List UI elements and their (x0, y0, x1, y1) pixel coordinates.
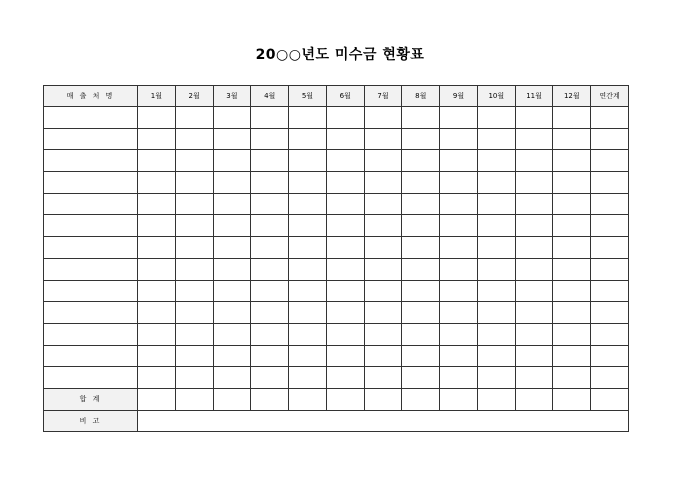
amount-cell[interactable] (213, 280, 251, 302)
amount-cell[interactable] (175, 345, 213, 367)
amount-cell[interactable] (138, 280, 176, 302)
table-row (44, 367, 629, 389)
column-header-month: 9월 (440, 86, 478, 107)
table-row (44, 150, 629, 172)
amount-cell[interactable] (515, 215, 553, 237)
customer-name-cell[interactable] (44, 215, 138, 237)
amount-cell[interactable] (175, 107, 213, 129)
customer-name-cell[interactable] (44, 237, 138, 259)
document-title: 20○○년도 미수금 현황표 (255, 47, 425, 63)
table-row (44, 258, 629, 280)
amount-cell[interactable] (515, 367, 553, 389)
total-amount-cell[interactable] (289, 388, 327, 410)
amount-cell[interactable] (591, 193, 629, 215)
amount-cell[interactable] (477, 280, 515, 302)
amount-cell[interactable] (402, 237, 440, 259)
amount-cell[interactable] (251, 237, 289, 259)
amount-cell[interactable] (477, 302, 515, 324)
amount-cell[interactable] (289, 367, 327, 389)
customer-name-cell[interactable] (44, 345, 138, 367)
total-amount-cell[interactable] (440, 388, 478, 410)
amount-cell[interactable] (477, 128, 515, 150)
amount-cell[interactable] (289, 237, 327, 259)
amount-cell[interactable] (477, 172, 515, 194)
amount-cell[interactable] (213, 193, 251, 215)
amount-cell[interactable] (175, 323, 213, 345)
amount-cell[interactable] (251, 323, 289, 345)
amount-cell[interactable] (364, 193, 402, 215)
receivables-table (43, 85, 629, 432)
amount-cell[interactable] (138, 237, 176, 259)
amount-cell[interactable] (591, 280, 629, 302)
amount-cell[interactable] (591, 367, 629, 389)
remarks-row (44, 410, 629, 432)
column-header-month: 6월 (326, 86, 364, 107)
column-header-month: 12월 (553, 86, 591, 107)
amount-cell[interactable] (515, 323, 553, 345)
amount-cell[interactable] (591, 345, 629, 367)
amount-cell[interactable] (213, 345, 251, 367)
amount-cell[interactable] (289, 172, 327, 194)
amount-cell[interactable] (515, 128, 553, 150)
amount-cell[interactable] (591, 150, 629, 172)
amount-cell[interactable] (477, 237, 515, 259)
amount-cell[interactable] (326, 323, 364, 345)
amount-cell[interactable] (477, 258, 515, 280)
amount-cell[interactable] (553, 128, 591, 150)
customer-name-cell[interactable] (44, 172, 138, 194)
amount-cell[interactable] (364, 150, 402, 172)
column-header-month: 11월 (515, 86, 553, 107)
amount-cell[interactable] (440, 345, 478, 367)
amount-cell[interactable] (515, 302, 553, 324)
amount-cell[interactable] (553, 107, 591, 129)
amount-cell[interactable] (591, 128, 629, 150)
customer-name-cell[interactable] (44, 150, 138, 172)
amount-cell[interactable] (440, 302, 478, 324)
amount-cell[interactable] (440, 215, 478, 237)
amount-cell[interactable] (175, 367, 213, 389)
amount-cell[interactable] (213, 107, 251, 129)
amount-cell[interactable] (213, 367, 251, 389)
amount-cell[interactable] (251, 193, 289, 215)
amount-cell[interactable] (553, 345, 591, 367)
amount-cell[interactable] (251, 280, 289, 302)
amount-cell[interactable] (251, 172, 289, 194)
amount-cell[interactable] (364, 323, 402, 345)
amount-cell[interactable] (213, 237, 251, 259)
amount-cell[interactable] (289, 323, 327, 345)
amount-cell[interactable] (402, 215, 440, 237)
amount-cell[interactable] (213, 323, 251, 345)
column-header-month: 10월 (477, 86, 515, 107)
amount-cell[interactable] (402, 302, 440, 324)
amount-cell[interactable] (477, 345, 515, 367)
amount-cell[interactable] (289, 280, 327, 302)
amount-cell[interactable] (138, 367, 176, 389)
amount-cell[interactable] (326, 150, 364, 172)
column-header-month: 3월 (213, 86, 251, 107)
amount-cell[interactable] (515, 345, 553, 367)
amount-cell[interactable] (251, 215, 289, 237)
amount-cell[interactable] (402, 258, 440, 280)
amount-cell[interactable] (402, 367, 440, 389)
amount-cell[interactable] (364, 367, 402, 389)
amount-cell[interactable] (138, 345, 176, 367)
amount-cell[interactable] (515, 193, 553, 215)
table-body (44, 107, 629, 432)
amount-cell[interactable] (289, 215, 327, 237)
total-label: 합 계 (44, 388, 138, 410)
amount-cell[interactable] (515, 280, 553, 302)
amount-cell[interactable] (364, 172, 402, 194)
amount-cell[interactable] (289, 302, 327, 324)
customer-name-cell[interactable] (44, 258, 138, 280)
column-header-customer: 매 출 처 명 (44, 86, 138, 107)
amount-cell[interactable] (477, 215, 515, 237)
amount-cell[interactable] (553, 215, 591, 237)
amount-cell[interactable] (326, 215, 364, 237)
amount-cell[interactable] (138, 215, 176, 237)
amount-cell[interactable] (138, 150, 176, 172)
amount-cell[interactable] (138, 172, 176, 194)
total-amount-cell[interactable] (213, 388, 251, 410)
amount-cell[interactable] (289, 258, 327, 280)
total-amount-cell[interactable] (402, 388, 440, 410)
amount-cell[interactable] (402, 172, 440, 194)
amount-cell[interactable] (213, 172, 251, 194)
amount-cell[interactable] (402, 345, 440, 367)
total-amount-cell[interactable] (553, 388, 591, 410)
amount-cell[interactable] (175, 128, 213, 150)
amount-cell[interactable] (364, 215, 402, 237)
amount-cell[interactable] (326, 280, 364, 302)
amount-cell[interactable] (591, 258, 629, 280)
amount-cell[interactable] (251, 107, 289, 129)
amount-cell[interactable] (402, 150, 440, 172)
amount-cell[interactable] (213, 128, 251, 150)
column-header-month: 5월 (289, 86, 327, 107)
customer-name-cell[interactable] (44, 193, 138, 215)
amount-cell[interactable] (138, 302, 176, 324)
total-amount-cell[interactable] (364, 388, 402, 410)
amount-cell[interactable] (553, 280, 591, 302)
amount-cell[interactable] (364, 280, 402, 302)
total-amount-cell[interactable] (477, 388, 515, 410)
amount-cell[interactable] (591, 107, 629, 129)
total-amount-cell[interactable] (591, 388, 629, 410)
amount-cell[interactable] (553, 323, 591, 345)
amount-cell[interactable] (440, 323, 478, 345)
amount-cell[interactable] (326, 367, 364, 389)
table-row (44, 107, 629, 129)
table-row (44, 280, 629, 302)
amount-cell[interactable] (213, 302, 251, 324)
amount-cell[interactable] (515, 237, 553, 259)
amount-cell[interactable] (251, 367, 289, 389)
amount-cell[interactable] (591, 302, 629, 324)
amount-cell[interactable] (326, 302, 364, 324)
amount-cell[interactable] (213, 258, 251, 280)
amount-cell[interactable] (364, 258, 402, 280)
amount-cell[interactable] (175, 193, 213, 215)
amount-cell[interactable] (402, 128, 440, 150)
column-header-month: 7월 (364, 86, 402, 107)
amount-cell[interactable] (440, 237, 478, 259)
amount-cell[interactable] (515, 258, 553, 280)
amount-cell[interactable] (477, 107, 515, 129)
amount-cell[interactable] (138, 193, 176, 215)
amount-cell[interactable] (553, 150, 591, 172)
customer-name-cell[interactable] (44, 323, 138, 345)
total-amount-cell[interactable] (326, 388, 364, 410)
amount-cell[interactable] (289, 107, 327, 129)
total-amount-cell[interactable] (251, 388, 289, 410)
amount-cell[interactable] (364, 237, 402, 259)
amount-cell[interactable] (364, 128, 402, 150)
table-row (44, 193, 629, 215)
table-row (44, 237, 629, 259)
amount-cell[interactable] (213, 215, 251, 237)
amount-cell[interactable] (515, 150, 553, 172)
amount-cell[interactable] (326, 193, 364, 215)
total-row (44, 388, 629, 410)
amount-cell[interactable] (440, 107, 478, 129)
amount-cell[interactable] (251, 150, 289, 172)
amount-cell[interactable] (553, 193, 591, 215)
amount-cell[interactable] (364, 302, 402, 324)
amount-cell[interactable] (515, 107, 553, 129)
total-amount-cell[interactable] (138, 388, 176, 410)
amount-cell[interactable] (440, 150, 478, 172)
amount-cell[interactable] (326, 128, 364, 150)
table-row (44, 172, 629, 194)
amount-cell[interactable] (402, 323, 440, 345)
amount-cell[interactable] (138, 107, 176, 129)
amount-cell[interactable] (440, 367, 478, 389)
column-header-month: 4월 (251, 86, 289, 107)
table-row (44, 323, 629, 345)
amount-cell[interactable] (326, 345, 364, 367)
amount-cell[interactable] (402, 107, 440, 129)
amount-cell[interactable] (175, 280, 213, 302)
amount-cell[interactable] (515, 172, 553, 194)
amount-cell[interactable] (440, 280, 478, 302)
amount-cell[interactable] (591, 323, 629, 345)
amount-cell[interactable] (289, 150, 327, 172)
amount-cell[interactable] (553, 258, 591, 280)
table-row (44, 345, 629, 367)
amount-cell[interactable] (251, 345, 289, 367)
amount-cell[interactable] (364, 345, 402, 367)
table-row (44, 215, 629, 237)
amount-cell[interactable] (440, 258, 478, 280)
amount-cell[interactable] (175, 302, 213, 324)
amount-cell[interactable] (553, 367, 591, 389)
amount-cell[interactable] (440, 172, 478, 194)
customer-name-cell[interactable] (44, 302, 138, 324)
amount-cell[interactable] (175, 215, 213, 237)
amount-cell[interactable] (591, 172, 629, 194)
amount-cell[interactable] (553, 172, 591, 194)
amount-cell[interactable] (289, 345, 327, 367)
amount-cell[interactable] (591, 215, 629, 237)
amount-cell[interactable] (138, 128, 176, 150)
amount-cell[interactable] (326, 258, 364, 280)
header-row (44, 86, 629, 107)
amount-cell[interactable] (289, 193, 327, 215)
amount-cell[interactable] (175, 258, 213, 280)
amount-cell[interactable] (175, 150, 213, 172)
amount-cell[interactable] (175, 237, 213, 259)
amount-cell[interactable] (553, 302, 591, 324)
amount-cell[interactable] (402, 280, 440, 302)
amount-cell[interactable] (402, 193, 440, 215)
amount-cell[interactable] (251, 258, 289, 280)
amount-cell[interactable] (591, 237, 629, 259)
column-header-annual-total: 연간계 (591, 86, 629, 107)
amount-cell[interactable] (251, 128, 289, 150)
customer-name-cell[interactable] (44, 128, 138, 150)
amount-cell[interactable] (477, 367, 515, 389)
amount-cell[interactable] (138, 323, 176, 345)
amount-cell[interactable] (553, 237, 591, 259)
total-amount-cell[interactable] (515, 388, 553, 410)
amount-cell[interactable] (326, 172, 364, 194)
amount-cell[interactable] (289, 128, 327, 150)
table-row (44, 302, 629, 324)
amount-cell[interactable] (213, 150, 251, 172)
amount-cell[interactable] (477, 323, 515, 345)
total-amount-cell[interactable] (175, 388, 213, 410)
amount-cell[interactable] (138, 258, 176, 280)
amount-cell[interactable] (326, 237, 364, 259)
amount-cell[interactable] (477, 150, 515, 172)
customer-name-cell[interactable] (44, 280, 138, 302)
column-header-month: 2월 (175, 86, 213, 107)
customer-name-cell[interactable] (44, 367, 138, 389)
amount-cell[interactable] (440, 128, 478, 150)
customer-name-cell[interactable] (44, 107, 138, 129)
amount-cell[interactable] (175, 172, 213, 194)
table-row (44, 128, 629, 150)
amount-cell[interactable] (440, 193, 478, 215)
amount-cell[interactable] (364, 107, 402, 129)
amount-cell[interactable] (251, 302, 289, 324)
remarks-cell[interactable] (138, 410, 629, 432)
remarks-label: 비 고 (44, 410, 138, 432)
column-header-month: 8월 (402, 86, 440, 107)
amount-cell[interactable] (326, 107, 364, 129)
amount-cell[interactable] (477, 193, 515, 215)
column-header-month: 1월 (138, 86, 176, 107)
